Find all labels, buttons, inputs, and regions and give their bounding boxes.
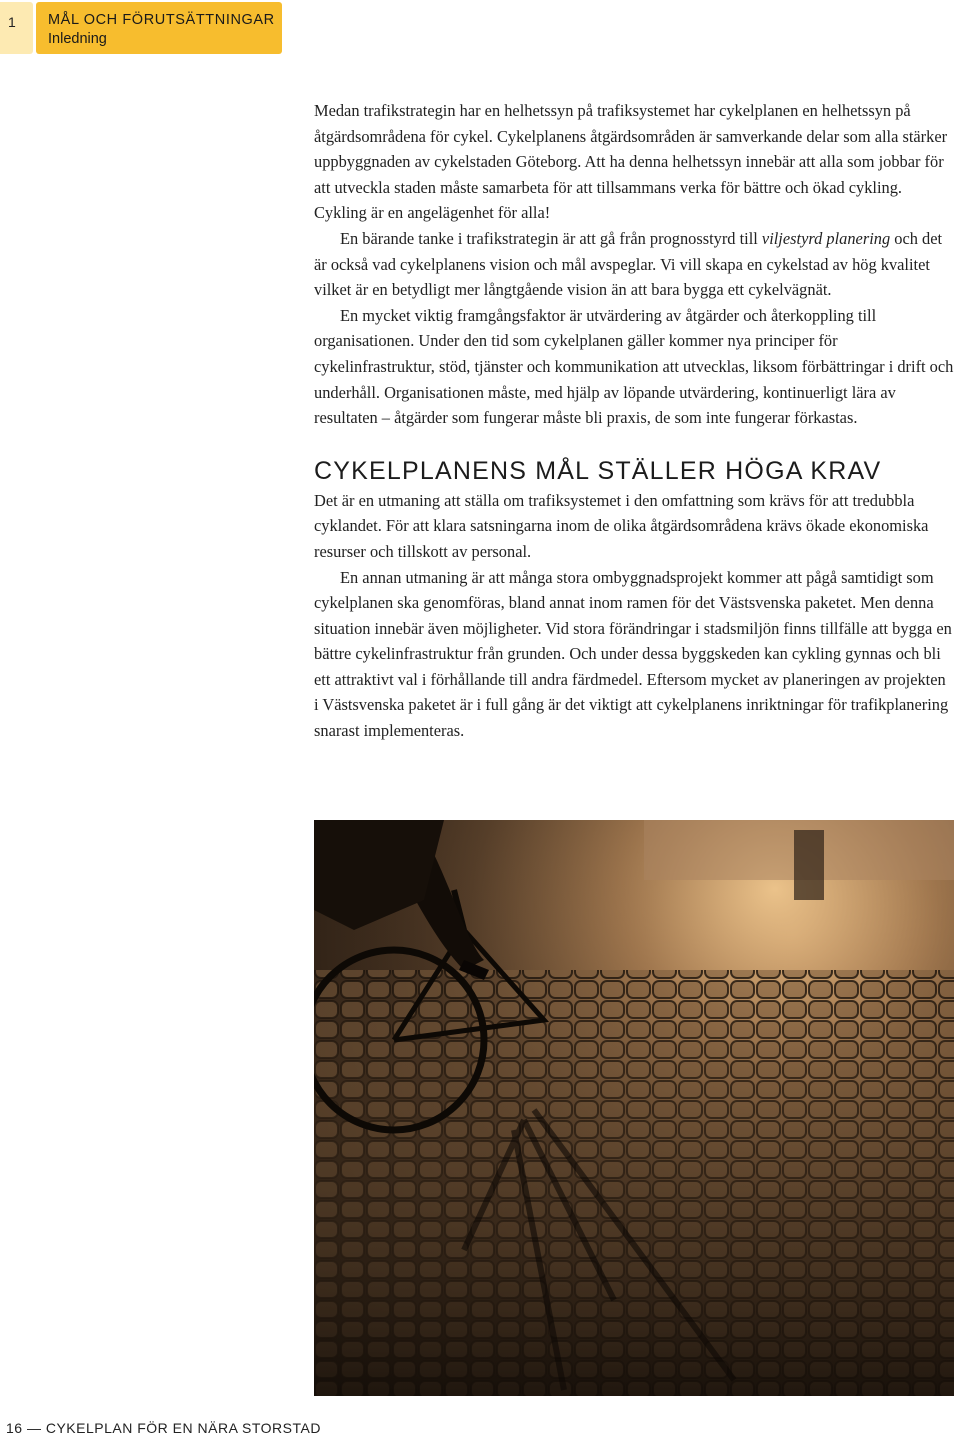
chapter-number-tab	[0, 2, 33, 54]
chapter-title: MÅL OCH FÖRUTSÄTTNINGAR	[48, 12, 275, 28]
chapter-tab	[36, 2, 282, 54]
intro-paragraph-2-emphasis: viljestyrd planering	[761, 228, 891, 248]
intro-paragraph-2-end: och det är också vad cykelplanens vision och mål avspeglar. Vi vill skapa en cykelstad av hög kvalitet vilket är en betydligt mer långtgående vision än att bara bygga ett cykelvägnät.	[314, 228, 943, 300]
section-name: Inledning	[48, 31, 107, 47]
cyclist-on-cobblestones-photo	[314, 820, 954, 1396]
intro-paragraph-3: En mycket viktig framgångsfaktor är utvärdering av åtgärder och återkoppling till organisationen. Under den tid som cykelplanen gäller kommer nya principer för cykelinfrastruktur, stöd, tjänster och kommunikation att utvecklas, liksom förbättringar i drift och underhåll. Organisationen måste, med hjälp av löpande utvärdering, kontinuerligt lära av resultaten – åtgärder som fungerar måste bli praxis, de som inte fungerar förkastas.	[314, 305, 954, 428]
footer-separator: —	[26, 1420, 42, 1436]
cyclist-photo	[314, 820, 954, 1396]
intro-paragraph-2	[314, 226, 954, 303]
page-number: 16	[6, 1420, 23, 1436]
chapter-number: 1	[8, 14, 16, 30]
section-paragraph-2: En annan utmaning är att många stora ombyggnadsprojekt kommer att pågå samtidigt som cykelplanen ska genomföras, bland annat inom ramen för det Västsvenska paketet. Men denna situation innebär även möjligheter. Vid stora förändringar i stadsmiljön finns tillfälle att bygga en bättre cykelinfrastruktur från grunden. Och under dessa byggskeden kan cykling gynnas och bli ett attraktivt val i förhållande till andra färdmedel. Eftersom mycket av planeringen av projekten i Västsvenska paketet är i full gång är det viktigt att cykelplanens inriktningar för trafikplanering snarast implementeras.	[314, 567, 952, 741]
intro-paragraph-1: Medan trafikstrategin har en helhetssyn på trafiksystemet har cykelplanen en helhetssyn på åtgärdsområdena för cykel. Cykelplanens åtgärdsområden är samverkande delar som alla stärker uppbyggnaden av cykelstaden Göteborg. Att ha denna helhetssyn innebär att alla som jobbar för att utveckla staden måste samarbeta för att tillsammans verka för bättre och ökad cykling. Cykling är en angelägenhet för alla!	[314, 101, 948, 223]
section-heading: CYKELPLANENS MÅL STÄLLER HÖGA KRAV	[314, 456, 882, 485]
page-footer	[6, 1420, 321, 1436]
spacer	[314, 431, 954, 456]
intro-paragraph-2-start: En bärande tanke i trafikstrategin är att gå från prognosstyrd till	[340, 228, 762, 248]
main-text	[314, 98, 954, 744]
document-title: CYKELPLAN FÖR EN NÄRA STORSTAD	[45, 1420, 321, 1436]
section-paragraph-1: Det är en utmaning att ställa om trafiksystemet i den omfattning som krävs för att tredubbla cyklandet. För att klara satsningarna inom de olika åtgärdsområdena krävs ökade ekonomiska resurser och tillskott av personal.	[314, 490, 929, 561]
